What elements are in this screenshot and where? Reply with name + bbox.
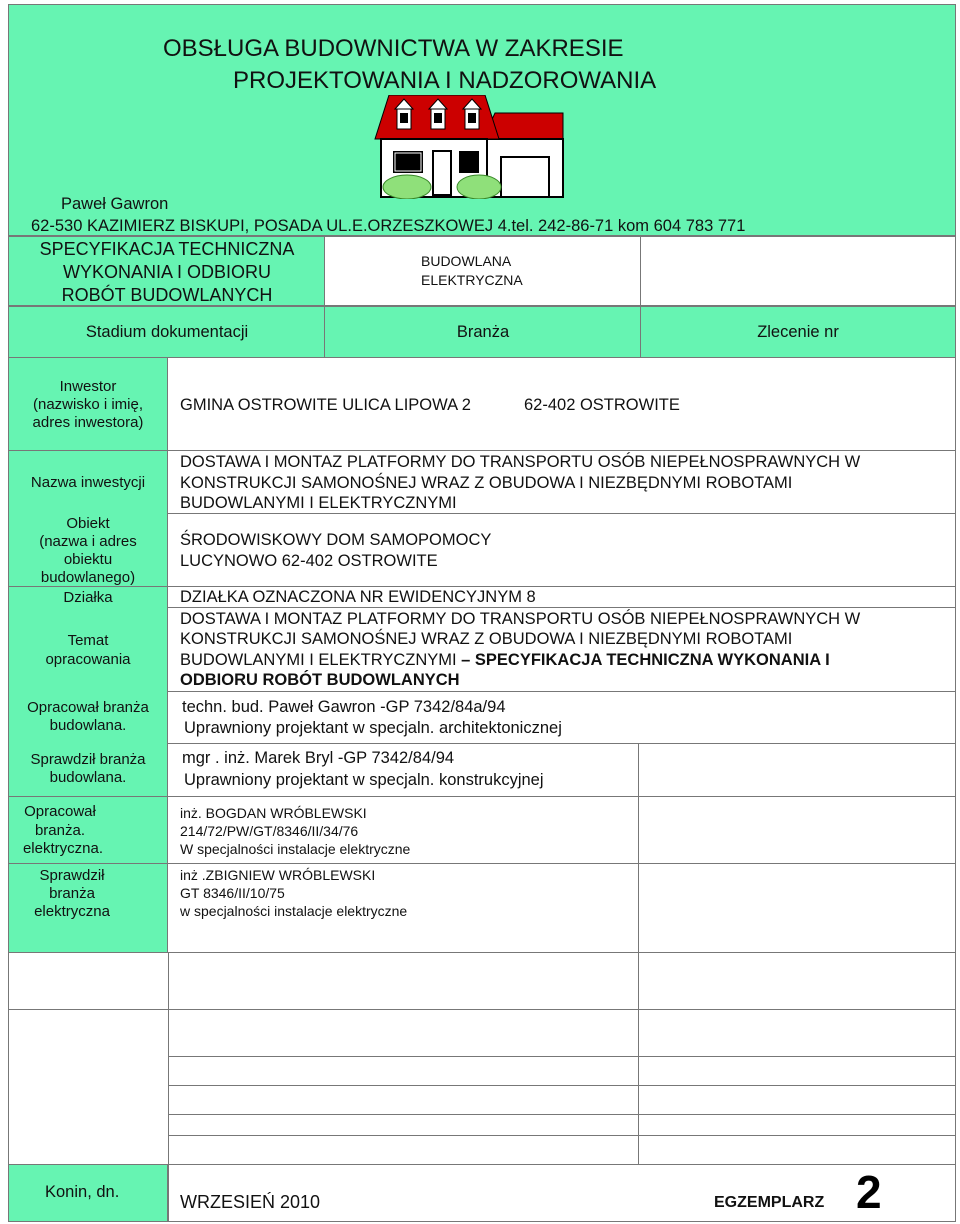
prepared-electric-line1: inż. BOGDAN WRÓBLEWSKI <box>180 805 367 821</box>
signature-divider <box>638 743 639 952</box>
object-label-4: budowlanego) <box>40 569 136 586</box>
prepared-building-label-2: budowlana. <box>49 717 127 734</box>
prepared-building-label-1: Opracował branża <box>27 699 149 716</box>
topic-line2: KONSTRUKCJI SAMONOŚNEJ WRAZ Z OBUDOWA I NIEZBĘDNYMI ROBOTAMI <box>180 630 793 648</box>
stage-cell <box>9 307 325 357</box>
spec-title-line2: WYKONANIA I ODBIORU <box>62 262 272 282</box>
spec-title-cell <box>9 237 325 305</box>
header-title-line2: PROJEKTOWANIA I NADZOROWANIA <box>233 67 657 94</box>
topic-line3 <box>180 651 830 670</box>
footer-copy-number: 2 <box>856 1166 882 1218</box>
prepared-electric-label-2: branża. <box>34 822 86 839</box>
divider <box>8 952 956 953</box>
order-label-cell <box>641 307 955 357</box>
topic-line1: DOSTAWA I MONTAZ PLATFORMY DO TRANSPORTU OSÓB NIEPEŁNOSPRAWNYCH W <box>180 610 861 628</box>
prepared-electric-label-1: Opracował <box>24 803 96 820</box>
header-title-line1: OBSŁUGA BUDOWNICTWA W ZAKRESIE <box>163 35 624 62</box>
object-line1: ŚRODOWISKOWY DOM SAMOPOMOCY <box>180 531 492 549</box>
investor-label-1: Inwestor <box>59 378 117 395</box>
checked-building-label-1: Sprawdził branża <box>30 751 146 768</box>
divider <box>168 607 956 608</box>
spec-title-line3: ROBÓT BUDOWLANYCH <box>61 285 273 305</box>
object-line2: LUCYNOWO 62-402 OSTROWITE <box>180 552 438 570</box>
header-banner <box>8 4 956 236</box>
prepared-electric-line2: 214/72/PW/GT/8346/II/34/76 <box>180 823 359 839</box>
divider <box>168 691 956 692</box>
checked-electric-label-3: elektryczna <box>34 903 110 920</box>
divider <box>8 1009 956 1010</box>
object-label-3: obiektu <box>63 551 113 568</box>
prepared-electric-label-3: elektryczna. <box>22 840 104 857</box>
object-label-2: (nazwa i adres <box>39 533 137 550</box>
footer-place-cell <box>9 1165 168 1221</box>
divider <box>168 1114 956 1115</box>
checked-electric-line1: inż .ZBIGNIEW WRÓBLEWSKI <box>180 867 376 883</box>
house-logo-icon <box>367 95 567 199</box>
divider <box>955 358 956 1222</box>
footer-copy-label: EGZEMPLARZ <box>714 1194 825 1211</box>
divider <box>638 952 639 1164</box>
topic-line4: ODBIORU ROBÓT BUDOWLANYCH <box>180 671 460 689</box>
divider <box>168 1135 956 1136</box>
divider <box>168 1085 956 1086</box>
divider <box>8 1221 956 1222</box>
divider <box>638 796 956 797</box>
checked-electric-line3: w specjalności instalacje elektryczne <box>180 903 408 919</box>
prepared-electric-line3: W specjalności instalacje elektryczne <box>180 841 411 857</box>
investor-label-2: (nazwisko i imię, <box>32 396 144 413</box>
divider <box>8 450 956 451</box>
divider <box>8 586 956 587</box>
investor-city: 62-402 OSTROWITE <box>524 396 680 414</box>
checked-building-line1: mgr . inż. Marek Bryl -GP 7342/84/94 <box>182 749 455 767</box>
topic-line3-normal: BUDOWLANYMI I ELEKTRYCZNYMI <box>180 651 462 669</box>
plot-label: Działka <box>63 589 113 606</box>
branch-cell <box>325 237 641 305</box>
checked-electric-label-2: branża <box>49 885 95 902</box>
investor-label-3: adres inwestora) <box>32 414 144 431</box>
checked-electric-label-1: Sprawdził <box>39 867 105 884</box>
footer-date: WRZESIEŃ 2010 <box>180 1192 321 1212</box>
labels-row <box>8 306 956 358</box>
topic-label-2: opracowania <box>45 651 131 668</box>
investment-line3: BUDOWLANYMI I ELEKTRYCZNYMI <box>180 494 457 512</box>
owner-name: Paweł Gawron <box>61 195 169 213</box>
prepared-building-line1: techn. bud. Paweł Gawron -GP 7342/84a/94 <box>182 698 506 716</box>
divider <box>168 513 956 514</box>
checked-building-line2: Uprawniony projektant w specjaln. konstrukcyjnej <box>184 771 544 789</box>
divider <box>168 952 169 1222</box>
spec-block <box>8 236 956 306</box>
owner-address: 62-530 KAZIMIERZ BISKUPI, POSADA UL.E.ORZESZKOWEJ 4.tel. 242-86-71 kom 604 783 771 <box>31 217 746 235</box>
footer-place: Konin, dn. <box>45 1183 120 1201</box>
checked-building-label-2: budowlana. <box>49 769 127 786</box>
spec-title-line1: SPECYFIKACJA TECHNICZNA <box>39 239 295 259</box>
stage-label: Stadium dokumentacji <box>85 323 249 341</box>
plot-value: DZIAŁKA OZNACZONA NR EWIDENCYJNYM 8 <box>180 588 536 606</box>
divider <box>168 1056 956 1057</box>
object-label-1: Obiekt <box>66 515 110 532</box>
divider <box>168 743 956 744</box>
topic-line3-bold: – SPECYFIKACJA TECHNICZNA WYKONANIA I <box>461 651 830 669</box>
prepared-building-line2: Uprawniony projektant w specjaln. architektonicznej <box>184 719 562 737</box>
branch-label: Branża <box>456 323 510 341</box>
topic-label-1: Temat <box>67 632 109 649</box>
investment-label: Nazwa inwestycji <box>30 474 146 491</box>
investment-line1: DOSTAWA I MONTAZ PLATFORMY DO TRANSPORTU OSÓB NIEPEŁNOSPRAWNYCH W <box>180 453 861 471</box>
investment-line2: KONSTRUKCJI SAMONOŚNEJ WRAZ Z OBUDOWA I NIEZBĘDNYMI ROBOTAMI <box>180 474 793 492</box>
order-label: Zlecenie nr <box>757 323 839 341</box>
investor-value: GMINA OSTROWITE ULICA LIPOWA 2 <box>180 396 471 414</box>
branch-building: BUDOWLANA <box>421 253 512 269</box>
checked-electric-line2: GT 8346/II/10/75 <box>180 885 285 901</box>
divider <box>8 863 956 864</box>
order-cell <box>641 237 955 305</box>
branch-electric: ELEKTRYCZNA <box>421 272 523 288</box>
branch-label-cell <box>325 307 641 357</box>
